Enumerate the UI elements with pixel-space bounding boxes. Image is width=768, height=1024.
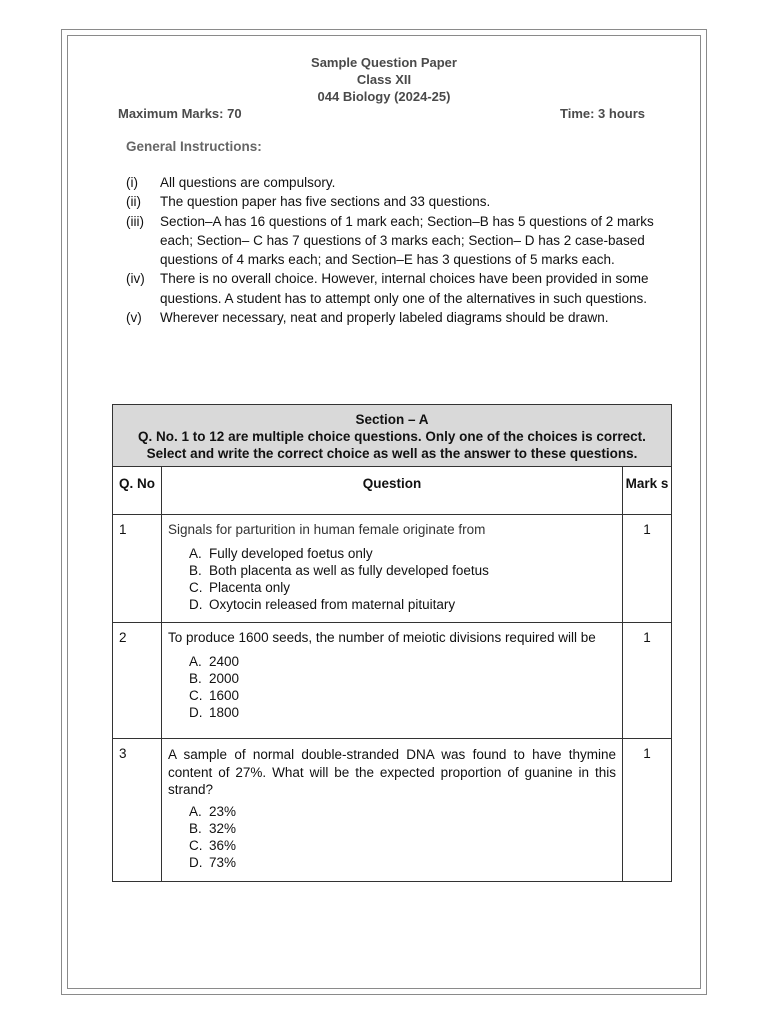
option: C. 1600 bbox=[189, 688, 240, 703]
option: B. 2000 bbox=[189, 671, 240, 686]
instruction-text: Wherever necessary, neat and properly labeled diagrams should be drawn. bbox=[160, 310, 609, 326]
options-list bbox=[168, 803, 616, 871]
time-allowed: Time: 3 hours bbox=[560, 106, 646, 121]
instruction-item bbox=[126, 212, 656, 270]
option: A. 2400 bbox=[189, 654, 240, 669]
question-text: Signals for parturition in human female originate from bbox=[168, 522, 486, 537]
instructions-list bbox=[126, 173, 656, 327]
subject-label: 044 Biology (2024-25) bbox=[317, 89, 451, 104]
instruction-text: Section–A has 16 questions of 1 mark each; Section–B has 5 questions of 2 marks each; Section– C has 7 questions of 3 marks each; Section– D has 2 case-based questions of 4 marks each; and Section–E has 3 questions of 5 marks each. bbox=[160, 213, 654, 268]
class-label: Class XII bbox=[356, 72, 412, 87]
question-text: To produce 1600 seeds, the number of meiotic divisions required will be bbox=[168, 630, 596, 645]
question-marks: 1 bbox=[623, 515, 672, 623]
question-number: 1 bbox=[113, 515, 162, 623]
instruction-number: (iv) bbox=[126, 271, 145, 287]
instruction-number: (v) bbox=[126, 310, 142, 326]
question-marks: 1 bbox=[623, 623, 672, 739]
instruction-text: All questions are compulsory. bbox=[160, 175, 336, 190]
column-header-qno: Q. No bbox=[113, 467, 162, 515]
question-number: 3 bbox=[113, 739, 162, 882]
instruction-number: (iii) bbox=[126, 213, 144, 229]
section-header bbox=[113, 405, 672, 467]
instruction-text: There is no overall choice. However, internal choices have been provided in some questions. A student has to attempt only one of the alternatives in such questions. bbox=[160, 271, 649, 306]
option: B. Both placenta as well as fully developed foetus bbox=[189, 563, 489, 578]
question-cell bbox=[162, 623, 623, 739]
option: D. Oxytocin released from maternal pituitary bbox=[189, 597, 456, 612]
question-number: 2 bbox=[113, 623, 162, 739]
table-row bbox=[113, 515, 672, 623]
instructions-title: General Instructions: bbox=[126, 139, 262, 154]
option: A. 23% bbox=[189, 803, 237, 819]
column-header-question: Question bbox=[162, 467, 623, 515]
instruction-number: (ii) bbox=[126, 194, 141, 210]
question-cell bbox=[162, 515, 623, 623]
instruction-item bbox=[126, 192, 656, 211]
option: D. 73% bbox=[189, 854, 237, 870]
table-row bbox=[113, 623, 672, 739]
question-text: A sample of normal double-stranded DNA was found to have thymine content of 27%. What will be the expected proportion of guanine in this strand? bbox=[168, 747, 616, 797]
section-description: Q. No. 1 to 12 are multiple choice questions. Only one of the choices is correct. Select and write the correct choice as well as the answer to these questions. bbox=[138, 429, 646, 461]
instruction-text: The question paper has five sections and 33 questions. bbox=[160, 194, 491, 210]
option: C. 36% bbox=[189, 837, 237, 853]
question-table bbox=[112, 404, 672, 882]
column-header-marks: Mark s bbox=[623, 467, 672, 515]
question-cell bbox=[162, 739, 623, 882]
instruction-item bbox=[126, 308, 656, 327]
option: C. Placenta only bbox=[189, 580, 291, 595]
options-list bbox=[168, 545, 616, 613]
question-marks: 1 bbox=[623, 739, 672, 882]
option: D. 1800 bbox=[189, 705, 240, 720]
option: A. Fully developed foetus only bbox=[189, 546, 373, 561]
paper-title: Sample Question Paper bbox=[311, 55, 457, 70]
instruction-item bbox=[126, 173, 656, 192]
option: B. 32% bbox=[189, 820, 237, 836]
options-list bbox=[168, 653, 616, 721]
instruction-item bbox=[126, 269, 656, 308]
section-title: Section – A bbox=[355, 412, 429, 427]
instruction-number: (i) bbox=[126, 175, 138, 190]
table-row bbox=[113, 739, 672, 882]
maximum-marks: Maximum Marks: 70 bbox=[118, 106, 242, 121]
